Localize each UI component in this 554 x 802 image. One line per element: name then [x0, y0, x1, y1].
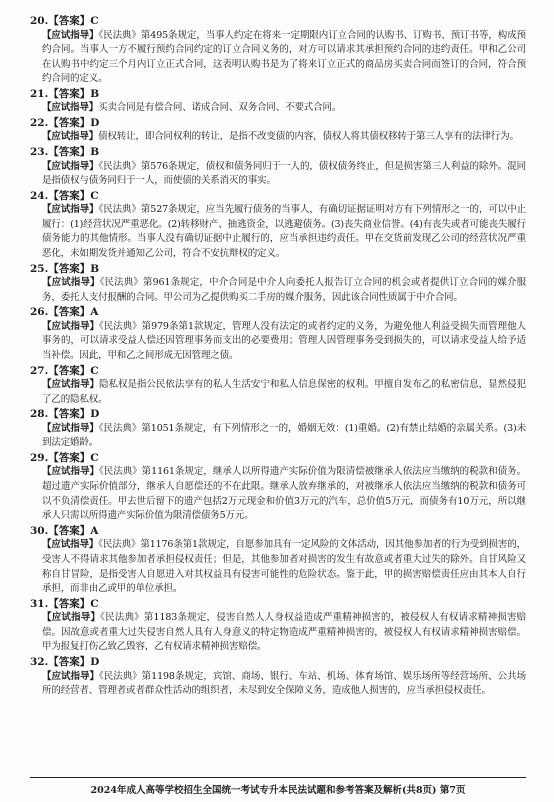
explanation — [30, 538, 526, 596]
explanation-tag: 【应试指导】 — [42, 131, 99, 143]
explanation-text: 《民法典》第1051条规定，有下列情形之一的，婚姻无效：(1)重婚。(2)有禁止结婚的亲属关系。(3)未到法定婚龄。 — [42, 422, 526, 449]
answer-item — [30, 407, 526, 451]
answer-key: 23.【答案】B — [30, 146, 100, 159]
answer-item — [30, 597, 526, 655]
answer-key: 32.【答案】D — [30, 656, 100, 668]
answer-key: 21.【答案】B — [30, 87, 100, 100]
answer-key: 24.【答案】C — [30, 189, 99, 202]
explanation — [30, 130, 526, 145]
explanation-tag: 【应试指导】 — [42, 277, 100, 289]
explanation-text: 《民法典》第527条规定，应当先履行债务的当事人，有确切证据证明对方有下列情形之一的，可以中止履行：(1)经营状况严重恶化。(2)转移财产、抽逃资金，以逃避债务。(3)丧失商业信誉。(4)有丧失或者可能丧失履行债务能力的其他情形。当事人没有确切证据中止履行的，应当承担违约责任。甲在交货前发现乙公司的经营状况严重恶化，未如期发货并通知乙公司，符合不安抗辩权的定义。 — [42, 204, 526, 260]
answer-item — [30, 189, 526, 262]
answer-item — [30, 262, 526, 306]
explanation-tag: 【应试指导】 — [42, 29, 99, 41]
explanation-text: 《民法典》第576条规定，债权和债务同归于一人的，债权债务终止，但是损害第三人利益的除外。混同是指债权与债务同归于一人，而使债的关系消灭的事实。 — [42, 160, 526, 187]
explanation-text: 隐私权是指公民依法享有的私人生活安宁和私人信息保密的权利。甲擅自发布乙的私密信息，显然侵犯了乙的隐私权。 — [42, 379, 526, 405]
explanation-tag: 【应试指导】 — [42, 422, 99, 434]
answer-item — [30, 451, 526, 524]
explanation-tag: 【应试指导】 — [42, 466, 99, 478]
answer-key: 27.【答案】C — [30, 364, 99, 377]
explanation-text: 《民法典》第1161条规定，继承人以所得遗产实际价值为限清偿被继承人依法应当缴纳的税款和债务。超过遗产实际价值部分，继承人自愿偿还的不在此限。继承人放弃继承的，对被继承人依法应当缴纳的税款和债务可以不负清偿责任。甲去世后留下的遗产包括2万元现金和价值3万元的汽车，总价值5万元，而债务有10万元，所以继承人只需以所得遗产实际价值为限清偿债务5万元。 — [42, 466, 526, 522]
answer-key: 31.【答案】C — [30, 597, 99, 610]
explanation-tag: 【应试指导】 — [42, 160, 99, 172]
explanation-text: 买卖合同是有偿合同、诺成合同、双务合同、不要式合同。 — [98, 102, 342, 114]
explanation-text: 《民法典》第961条规定，中介合同是中介人向委托人报告订立合同的机会或者提供订立合同的媒介服务，委托人支付报酬的合同。甲公司为乙提供购买二手房的媒介服务，因此该合同性质属于中介合同。 — [42, 277, 526, 303]
answer-key: 20.【答案】C — [30, 15, 99, 27]
answer-key: 28.【答案】D — [30, 408, 100, 421]
answer-item — [30, 87, 526, 116]
explanation-tag: 【应试指导】 — [42, 539, 99, 551]
answer-item — [30, 116, 526, 145]
explanation-text: 债权转让，即合同权利的转让，是指不改变债的内容，债权人将其债权移转于第三人享有的法律行为。 — [98, 131, 519, 143]
explanation — [30, 422, 526, 451]
explanation-tag: 【应试指导】 — [42, 204, 99, 216]
explanation-tag: 【应试指导】 — [42, 670, 99, 682]
explanation — [30, 320, 526, 364]
answer-item — [30, 305, 526, 363]
explanation-text: 《民法典》第1198条规定，宾馆、商场、银行、车站、机场、体育场馆、娱乐场所等经营场所、公共场所的经营者、管理者或者群众性活动的组织者，未尽到安全保障义务，造成他人损害的，应当承担侵权责任。 — [42, 670, 526, 697]
explanation — [30, 670, 526, 699]
explanation — [30, 160, 526, 189]
explanation-tag: 【应试指导】 — [42, 612, 101, 624]
explanation — [30, 611, 526, 655]
answer-item — [30, 145, 526, 189]
explanation — [30, 378, 526, 407]
explanation-text: 《民法典》第979条第1款规定，管理人没有法定的或者约定的义务，为避免他人利益受损失而管理他人事务的，可以请求受益人偿还因管理事务而支出的必要费用；管理人因管理事务受到损失的，可以请求受益人给予适当补偿。因此，甲和乙之间形成无因管理之债。 — [42, 320, 526, 361]
answer-key: 22.【答案】D — [30, 116, 100, 129]
explanation-text: 《民法典》第1176条第1款规定，自愿参加具有一定风险的文体活动，因其他参加者的行为受到损害的，受害人不得请求其他参加者承担侵权责任；但是，其他参加者对损害的发生有故意或者重大过失的除外。自甘风险又称自甘冒险，是指受害人自愿进入对其权益具有侵害可能性的危险状态。鉴于此，甲的损害赔偿责任应由其本人自行承担，而非由乙或甲的单位承担。 — [42, 539, 526, 595]
explanation-tag: 【应试指导】 — [42, 379, 99, 391]
answer-item — [30, 364, 526, 408]
explanation-tag: 【应试指导】 — [42, 320, 99, 332]
explanation — [30, 29, 526, 87]
explanation-text: 《民法典》第495条规定，当事人约定在将来一定期限内订立合同的认购书、订购书、预订书等，构成预约合同。当事人一方不履行预约合同约定的订立合同义务的，对方可以请求其承担预约合同的违约责任。甲和乙公司在认购书中约定三个月内订立正式合同，这表明认购书是为了将来订立正式的商品房买卖合同而签订的合同，符合预约合同的定义。 — [42, 29, 526, 85]
explanation — [30, 203, 526, 261]
answer-key: 26.【答案】A — [30, 306, 99, 319]
answer-key: 30.【答案】A — [30, 524, 99, 537]
answer-list — [30, 14, 526, 699]
explanation-text: 《民法典》第1183条规定，侵害自然人人身权益造成严重精神损害的，被侵权人有权请求精神损害赔偿。因故意或者重大过失侵害自然人具有人身意义的特定物造成严重精神损害的，被侵权人有权请求精神损害赔偿。甲为报复打伤乙致乙毁容，乙有权请求精神损害赔偿。 — [42, 612, 526, 653]
explanation-tag: 【应试指导】 — [42, 102, 99, 114]
explanation — [30, 101, 526, 116]
answer-item — [30, 524, 526, 597]
answer-key: 25.【答案】B — [30, 262, 100, 275]
answer-item — [30, 14, 526, 87]
explanation — [30, 276, 526, 305]
answer-key: 29.【答案】C — [30, 451, 99, 464]
page-footer: 2024年成人高等学校招生全国统一考试专升本民法试题和参考答案及解析(共8页) 第7页 — [30, 777, 526, 796]
explanation — [30, 465, 526, 523]
answer-item — [30, 655, 526, 699]
